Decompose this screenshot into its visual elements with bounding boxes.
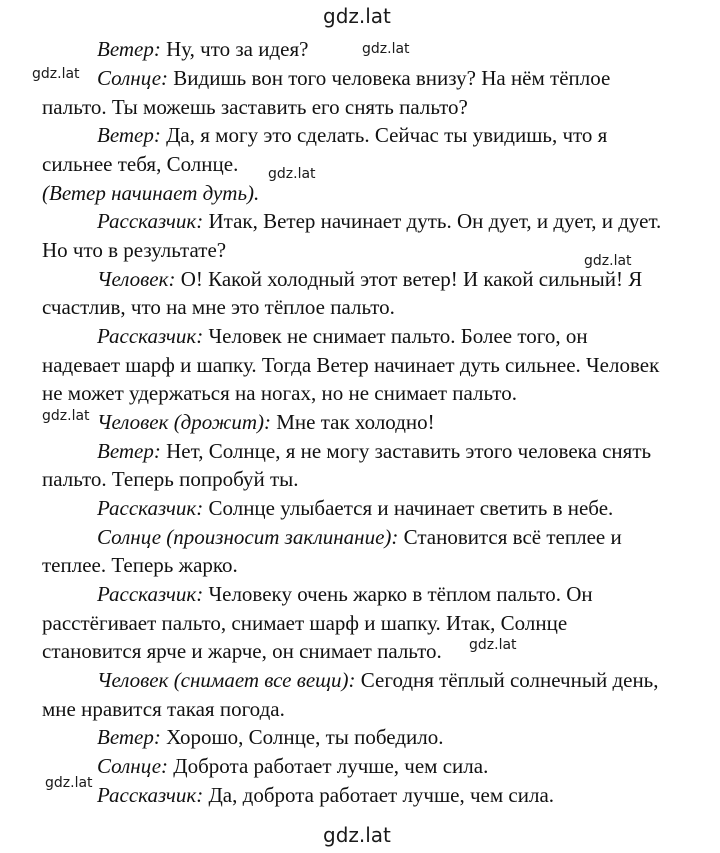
line-text: надевает шарф и шапку. Тогда Ветер начинает дуть сильнее. Человек bbox=[42, 353, 660, 377]
speaker-label: Ветер: bbox=[97, 725, 161, 749]
text-line bbox=[42, 467, 299, 492]
watermark: gdz.lat bbox=[584, 253, 632, 269]
line-text: Сегодня тёплый солнечный день, bbox=[355, 668, 659, 692]
line-text: сильнее тебя, Солнце. bbox=[42, 152, 239, 176]
text-line bbox=[97, 37, 308, 62]
text-line bbox=[97, 66, 610, 91]
line-text: Доброта работает лучше, чем сила. bbox=[168, 754, 489, 778]
speaker-label: Рассказчик: bbox=[97, 582, 204, 606]
speaker-label: Солнце: bbox=[97, 754, 169, 778]
watermark: gdz.lat bbox=[469, 637, 517, 653]
watermark: gdz.lat bbox=[362, 41, 410, 57]
line-text: Нет, Солнце, я не могу заставить этого человека снять bbox=[160, 439, 652, 463]
line-text: Хорошо, Солнце, ты победило. bbox=[160, 725, 444, 749]
text-line bbox=[42, 553, 238, 578]
text-line bbox=[97, 668, 659, 693]
text-line bbox=[42, 238, 226, 263]
line-text: пальто. Теперь попробуй ты. bbox=[42, 467, 299, 491]
text-line bbox=[42, 295, 395, 320]
text-line bbox=[42, 697, 285, 722]
text-line bbox=[97, 324, 588, 349]
text-line bbox=[97, 582, 593, 607]
line-text: Но что в результате? bbox=[42, 238, 227, 262]
text-line bbox=[42, 152, 238, 177]
text-line bbox=[42, 381, 517, 406]
speaker-label: Ветер: bbox=[97, 439, 161, 463]
line-text: пальто. Ты можешь заставить его снять пальто? bbox=[42, 95, 468, 119]
line-text: не может удержаться на ногах, но не снимает пальто. bbox=[42, 381, 517, 405]
speaker-label: Рассказчик: bbox=[97, 783, 204, 807]
text-line bbox=[97, 439, 651, 464]
speaker-label: Солнце (произносит заклинание): bbox=[97, 525, 399, 549]
text-line bbox=[97, 267, 642, 292]
text-line bbox=[97, 754, 488, 779]
line-text: Мне так холодно! bbox=[270, 410, 435, 434]
line-text: Да, доброта работает лучше, чем сила. bbox=[203, 783, 555, 807]
watermark-top: gdz.lat bbox=[323, 4, 391, 28]
line-text: Человек не снимает пальто. Более того, он bbox=[203, 324, 588, 348]
stage-direction: (Ветер начинает дуть). bbox=[42, 181, 260, 205]
line-text: мне нравится такая погода. bbox=[42, 697, 285, 721]
text-line bbox=[42, 611, 567, 636]
speaker-label: Человек (снимает все вещи): bbox=[97, 668, 356, 692]
text-line bbox=[97, 209, 661, 234]
line-text: Человеку очень жарко в тёплом пальто. Он bbox=[203, 582, 593, 606]
text-line bbox=[97, 410, 435, 435]
line-text: Итак, Ветер начинает дуть. Он дует, и дует, и дует. bbox=[203, 209, 662, 233]
watermark: gdz.lat bbox=[32, 66, 80, 82]
line-text: Да, я могу это сделать. Сейчас ты увидишь, что я bbox=[160, 123, 608, 147]
text-line bbox=[97, 123, 607, 148]
text-line bbox=[42, 639, 442, 664]
line-text: Солнце улыбается и начинает светить в небе. bbox=[203, 496, 614, 520]
text-line bbox=[42, 181, 259, 206]
text-line bbox=[97, 496, 613, 521]
watermark: gdz.lat bbox=[268, 166, 316, 182]
speaker-label: Человек (дрожит): bbox=[97, 410, 271, 434]
speaker-label: Рассказчик: bbox=[97, 324, 204, 348]
line-text: О! Какой холодный этот ветер! И какой сильный! Я bbox=[175, 267, 643, 291]
text-line bbox=[97, 525, 622, 550]
text-line bbox=[42, 353, 659, 378]
speaker-label: Ветер: bbox=[97, 37, 161, 61]
speaker-label: Рассказчик: bbox=[97, 496, 204, 520]
line-text: теплее. Теперь жарко. bbox=[42, 553, 238, 577]
speaker-label: Человек: bbox=[97, 267, 176, 291]
line-text: расстёгивает пальто, снимает шарф и шапку. Итак, Солнце bbox=[42, 611, 568, 635]
text-line bbox=[97, 783, 554, 808]
line-text: Видишь вон того человека внизу? На нём тёплое bbox=[168, 66, 611, 90]
line-text: Становится всё теплее и bbox=[398, 525, 622, 549]
line-text: счастлив, что на мне это тёплое пальто. bbox=[42, 295, 395, 319]
text-line bbox=[42, 95, 468, 120]
text-line bbox=[97, 725, 444, 750]
speaker-label: Рассказчик: bbox=[97, 209, 204, 233]
line-text: Ну, что за идея? bbox=[160, 37, 309, 61]
speaker-label: Ветер: bbox=[97, 123, 161, 147]
speaker-label: Солнце: bbox=[97, 66, 169, 90]
watermark-bottom: gdz.lat bbox=[323, 823, 391, 847]
line-text: становится ярче и жарче, он снимает пальто. bbox=[42, 639, 442, 663]
watermark: gdz.lat bbox=[45, 775, 93, 791]
watermark: gdz.lat bbox=[42, 408, 90, 424]
